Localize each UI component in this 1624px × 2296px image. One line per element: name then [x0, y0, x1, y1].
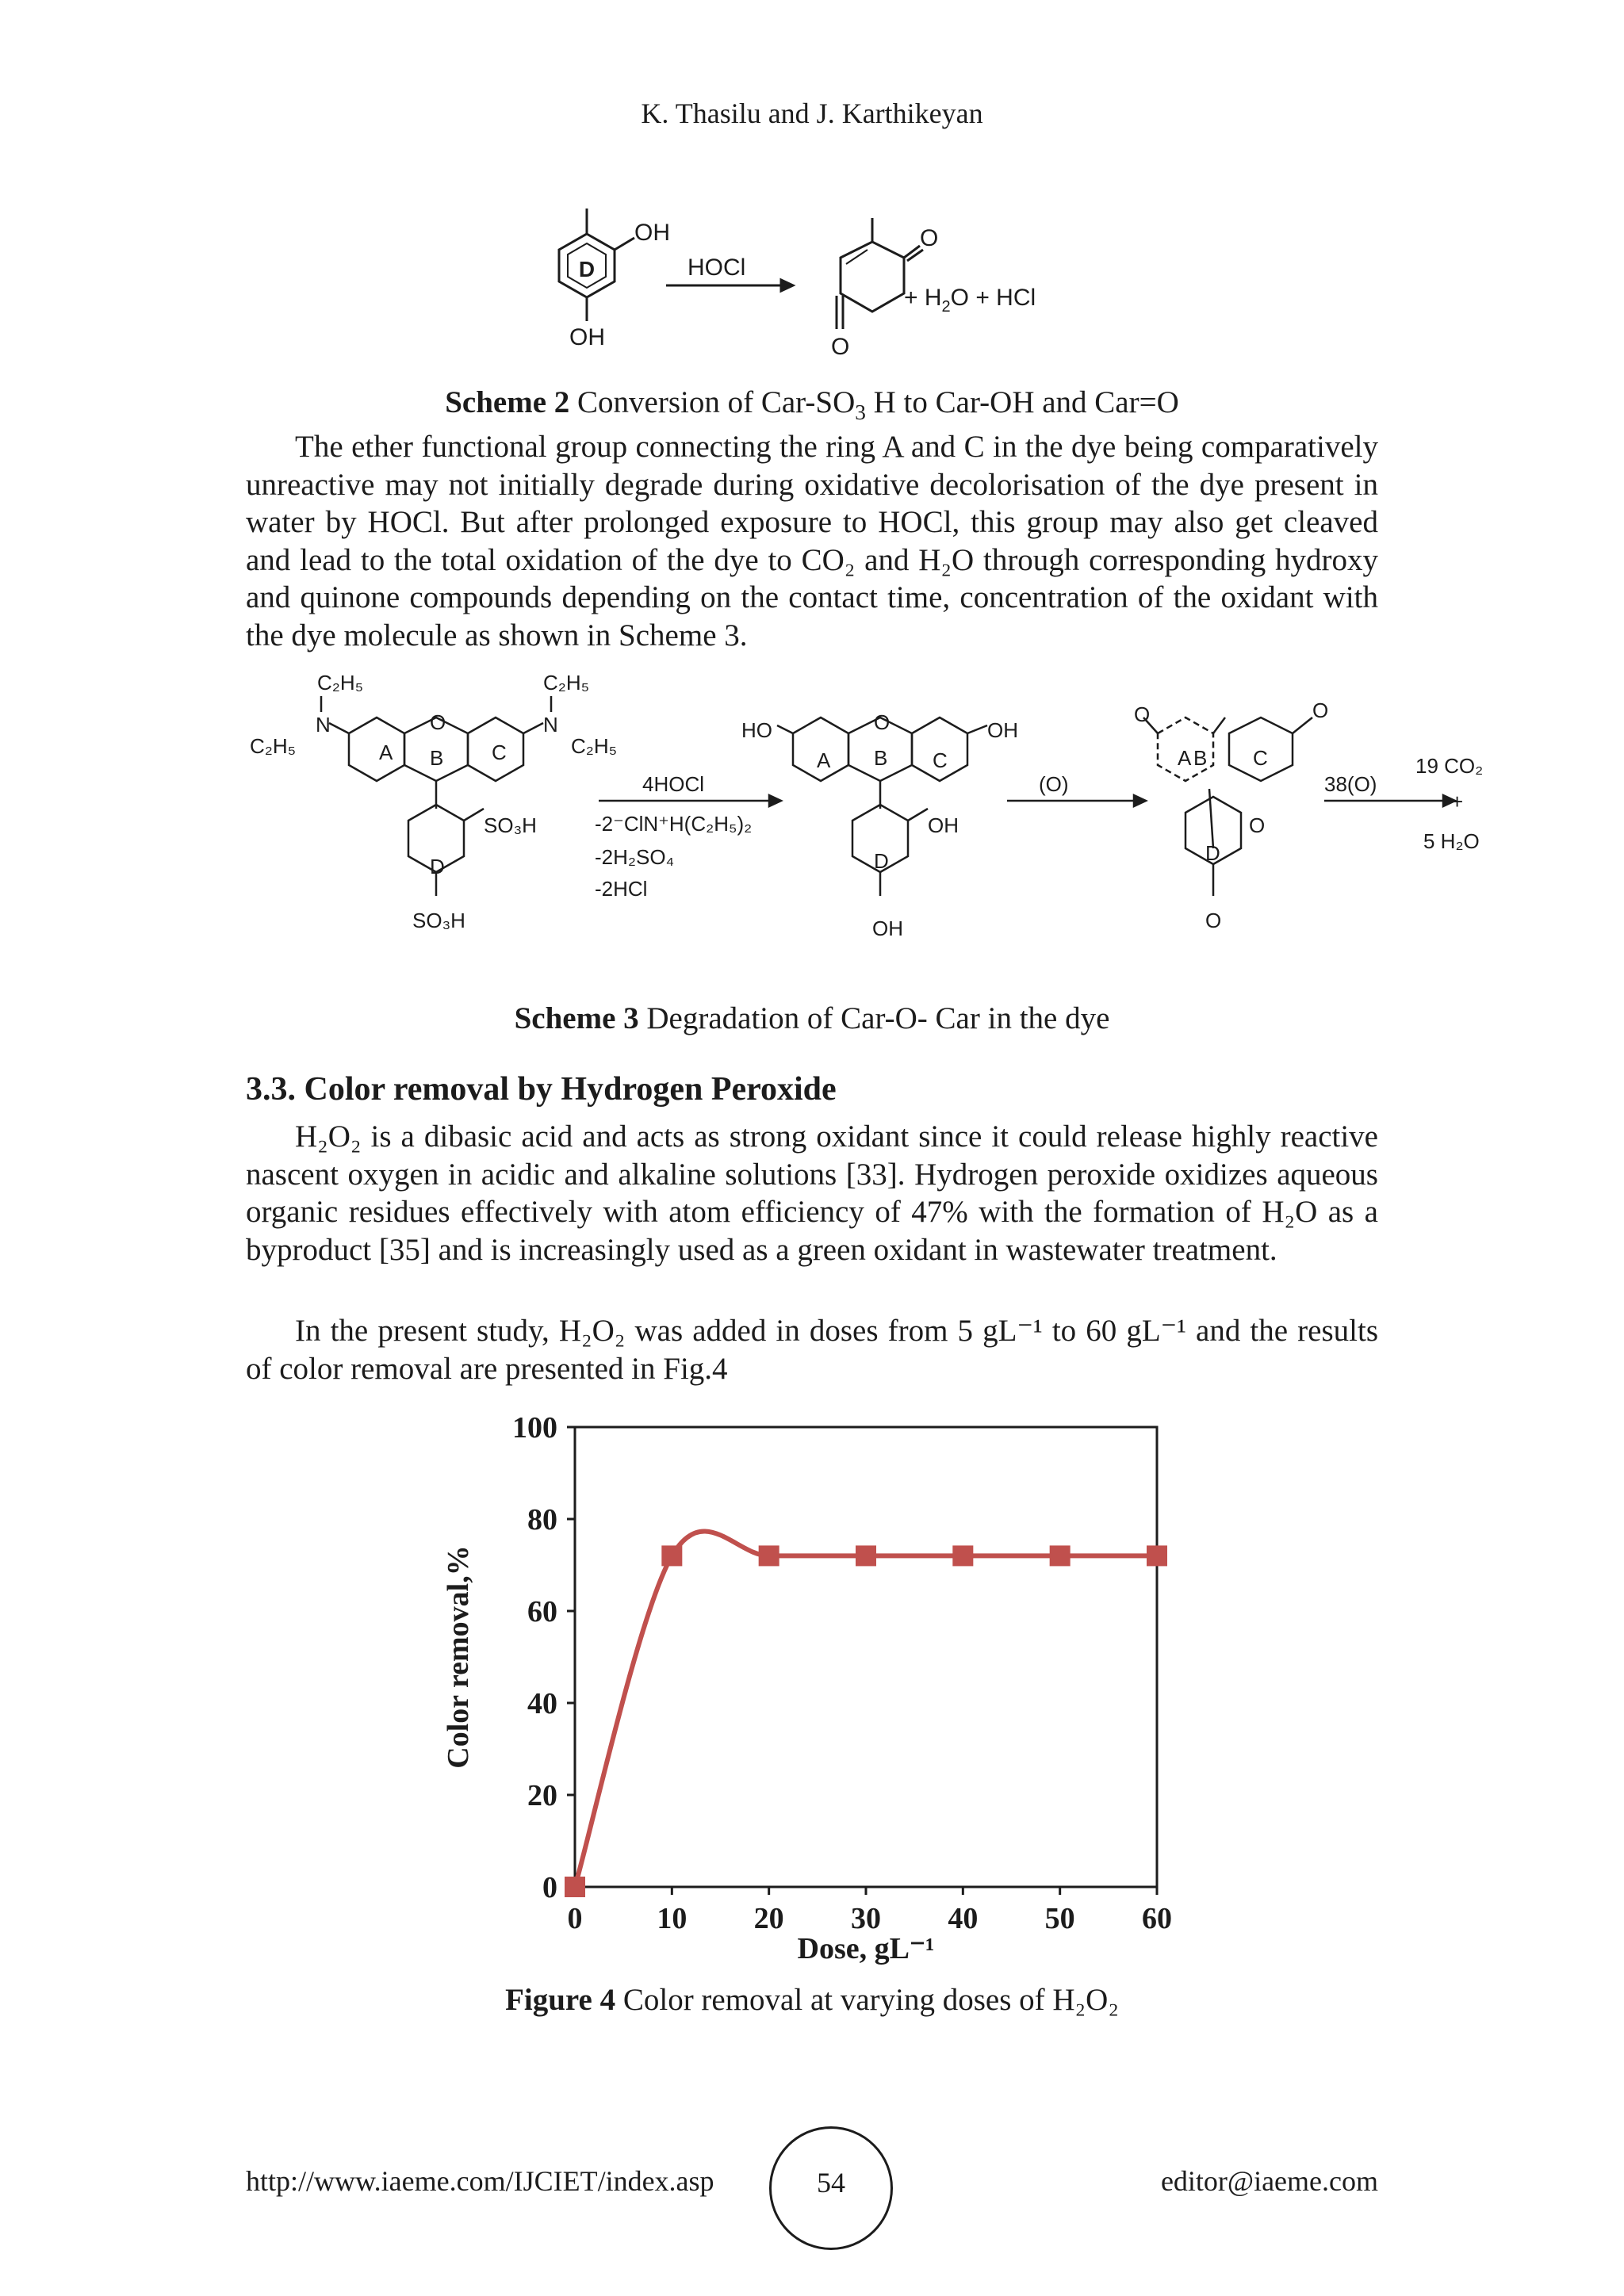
oh-bottom-label: OH — [569, 324, 605, 350]
nitrogen-label: N — [543, 713, 558, 737]
ring-b-label: B — [874, 746, 888, 770]
plot-area-frame — [575, 1427, 1157, 1887]
scheme-2-diagram — [523, 202, 1126, 377]
ring-b-label: B — [1193, 746, 1208, 770]
product-water: 5 H₂O — [1423, 829, 1480, 853]
x-tick-label: 50 — [1044, 1902, 1075, 1935]
section-title: 3.3. Color removal by Hydrogen Peroxide — [246, 1071, 837, 1108]
hydroxyl-label: OH — [928, 813, 959, 837]
reagent-4hocl: 4HOCl — [642, 772, 705, 796]
scheme-2-caption: Scheme 2 Conversion of Car-$SO_3$ H to Car-OH and Car=O — [445, 385, 1179, 424]
page-number: 54 — [817, 2167, 845, 2198]
running-header: K. Thasilu and J. Karthikeyan — [641, 98, 983, 129]
paragraph-1: The ether functional group connecting the ring A and C in the dye being comparatively unreactive may not initially degrade during oxidative decolorisation of the dye present in water by HOCl. But after prolonged exposure to HOCl, this group may also get cleaved and lead to the total oxidation of the dye to CO₂ and H₂O through corresponding hydroxy and quinone compounds depending on the contact time, concentration of the oxidant with the dye molecule as shown in Scheme 3. — [246, 430, 1378, 652]
data-point-marker — [661, 1545, 682, 1566]
ring-a-label: A — [817, 748, 831, 772]
y-tick-label: 20 — [527, 1779, 557, 1812]
hydroxyl-label: OH — [987, 718, 1018, 742]
sulfonate-label: SO₃H — [484, 813, 537, 837]
y-axis-label: Color removal,% — [442, 1545, 475, 1769]
carbonyl-oxygen-label: O — [1134, 702, 1151, 726]
byproduct-amine: -2⁻ClN⁺H(C₂H₅)₂ — [595, 812, 753, 836]
ethyl-label: C₂H₅ — [543, 671, 590, 695]
data-point-marker — [856, 1545, 876, 1566]
ring-b-label: B — [430, 746, 444, 770]
x-tick-label: 60 — [1142, 1902, 1172, 1935]
sulfonate-label: SO₃H — [412, 909, 465, 932]
footer-email-link[interactable]: editor@iaeme.com — [1160, 2165, 1378, 2197]
ethyl-label: C₂H₅ — [571, 734, 618, 758]
figure-4-chart — [428, 1403, 1253, 1974]
data-point-marker — [759, 1545, 779, 1566]
ethyl-label: C₂H₅ — [317, 671, 364, 695]
scheme2-products: + $H_2O$ + HCl — [904, 285, 1036, 316]
x-tick-label: 40 — [948, 1902, 979, 1935]
carbonyl-oxygen-label: O — [1249, 813, 1266, 837]
ethyl-label: C₂H₅ — [250, 734, 297, 758]
ring-d-label: D — [874, 849, 889, 873]
o-bottom-label: O — [831, 334, 850, 360]
series-line — [575, 1531, 1157, 1887]
x-axis-label: Dose, gL⁻¹ — [797, 1932, 935, 1965]
x-tick-label: 10 — [657, 1902, 688, 1935]
x-tick-label: 30 — [851, 1902, 881, 1935]
scheme-3-diagram — [246, 666, 1522, 951]
data-point-marker — [1050, 1545, 1071, 1566]
footer-url-link[interactable]: http://www.iaeme.com/IJCIET/index.asp — [246, 2165, 714, 2197]
product-plus: + — [1451, 790, 1464, 813]
reagent-38-oxygen: 38(O) — [1324, 772, 1377, 796]
ring-a-label: A — [1178, 746, 1192, 770]
nitrogen-label: N — [316, 713, 331, 737]
reagent-oxygen: (O) — [1039, 772, 1069, 796]
ring-d-label: D — [430, 855, 445, 878]
figure-4-caption: Figure 4 Color removal at varying doses of H₂O₂ — [505, 1983, 1119, 2017]
ring-c-label: C — [933, 748, 948, 772]
ring-c-label: C — [492, 740, 507, 764]
y-tick-label: 0 — [542, 1871, 557, 1904]
x-tick-label: 20 — [753, 1902, 784, 1935]
ring-d-label: D — [578, 257, 596, 281]
ether-oxygen-label: O — [430, 710, 446, 734]
hydroxyl-label: HO — [741, 718, 772, 742]
y-tick-label: 40 — [527, 1687, 557, 1720]
paragraph-2: H₂O₂ is a dibasic acid and acts as strong oxidant since it could release highly reactive nascent oxygen in acidic and alkaline solutions [33]. Hydrogen peroxide oxidizes aqueous organic residues effectively with atom efficiency of 47% with the formation of H₂O as a byproduct [35] and is increasingly used as a green oxidant in wastewater treatment. — [246, 1119, 1378, 1267]
y-tick-label: 60 — [527, 1595, 557, 1628]
ring-a-label: A — [379, 740, 393, 764]
data-point-marker — [565, 1877, 585, 1897]
carbonyl-oxygen-label: O — [1205, 909, 1222, 932]
paragraph-3: In the present study, H₂O₂ was added in doses from 5 gL⁻¹ to 60 gL⁻¹ and the results of color removal are presented in Fig.4 — [246, 1314, 1378, 1386]
x-tick-label: 0 — [567, 1902, 583, 1935]
y-tick-label: 80 — [527, 1503, 557, 1536]
byproduct-sulfuric: -2H₂SO₄ — [595, 845, 675, 869]
ring-c-label: C — [1253, 746, 1268, 770]
data-point-marker — [1147, 1545, 1167, 1566]
data-point-marker — [952, 1545, 973, 1566]
oh-top-label: OH — [634, 220, 670, 246]
hydroxyl-label: OH — [872, 916, 903, 940]
o-top-label: O — [920, 225, 939, 251]
ether-oxygen-label: O — [874, 710, 891, 734]
scheme-3-caption: Scheme 3 Degradation of Car-O- Car in the dye — [514, 1001, 1110, 1035]
product-co2: 19 CO₂ — [1415, 754, 1484, 778]
hocl-reagent: HOCl — [688, 254, 746, 281]
byproduct-hcl: -2HCl — [595, 877, 648, 901]
y-tick-label: 100 — [512, 1411, 557, 1445]
carbonyl-oxygen-label: O — [1312, 698, 1329, 722]
ring-d-label: D — [1205, 841, 1220, 865]
